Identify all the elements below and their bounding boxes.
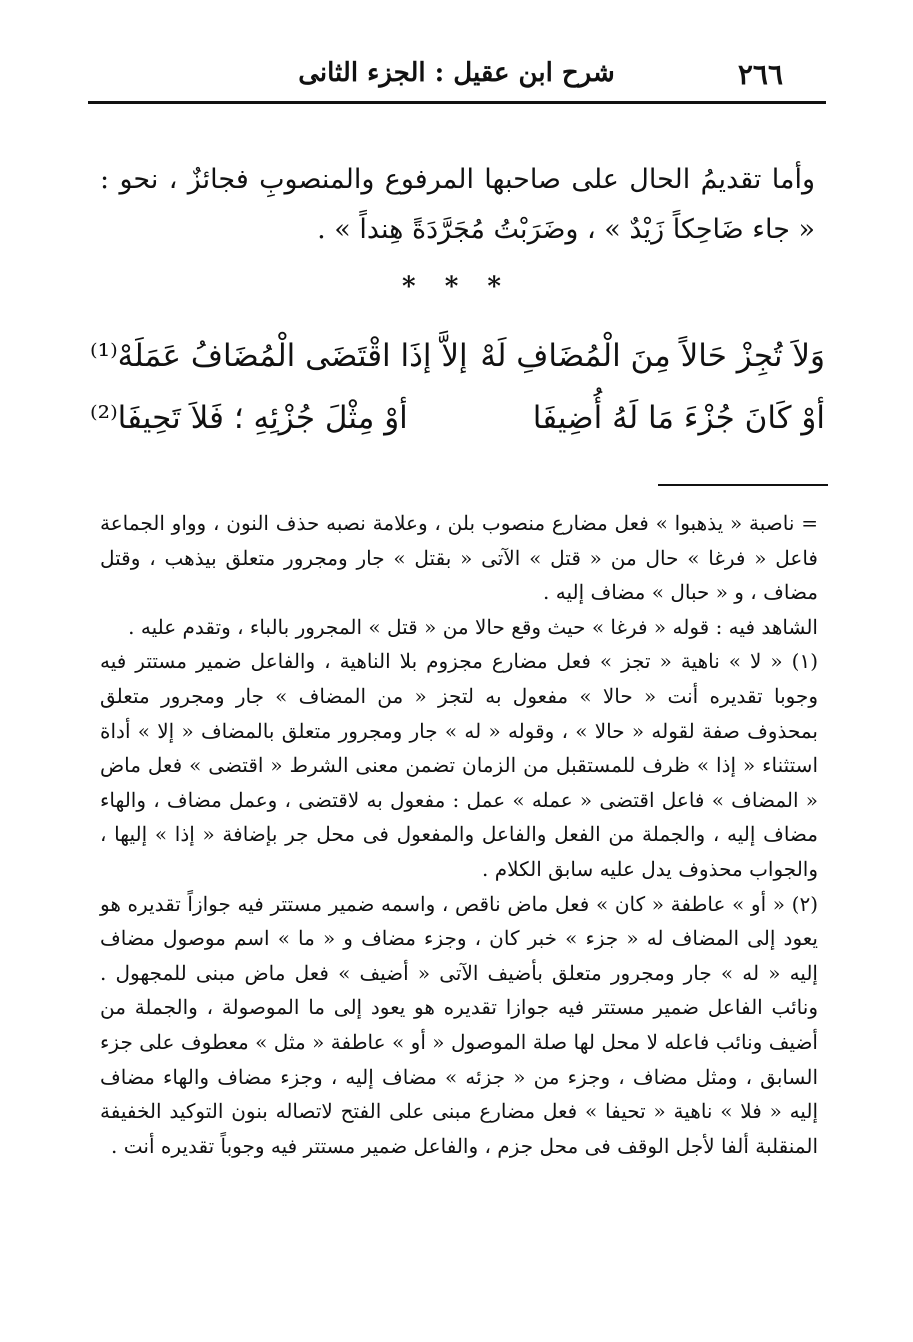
footnote-rule: [658, 484, 828, 486]
footnote-2: (٢) « أو » عاطفة « كان » فعل ماض ناقص ، واسمه ضمير مستتر فيه جوازاً تقديره هو يعود إلى المضاف له « جزء » خبر كان ، وجزء مضاف و « ما » اسم موصول مضاف إليه « له » جار ومجرور متعلق بأضيف الآتى « أضيف » فعل ماض مبنى للمجهول . ونائب الفاعل ضمير مستتر فيه جوازا تقديره هو يعود إلى ما الموصولة ، والجملة من أضيف ونائب فاعله لا محل لها صلة الموصول « أو » عاطفة « مثل » معطوف على جزء السابق ، ومثل مضاف ، وجزء من « جزئه » مضاف إليه ، وجزء مضاف والهاء مضاف إليه « فلا » ناهية « تحيفا » فعل مضارع مبنى على الفتح لاتصاله بنون التوكيد الخفيفة المنقلبة ألفا لأجل الوقف فى محل جزم ، والفاعل ضمير مستتر فيه وجوباً تقديره أنت .: [100, 891, 818, 1158]
intro-paragraph: وأما تقديمُ الحال على صاحبها المرفوع والمنصوبِ فجائزٌ ، نحو : « جاء ضَاحِكاً زَيْدٌ » ، وضَرَبْتُ مُجَرَّدَةً هِنداً » .: [100, 164, 815, 245]
footnote-continuation: = ناصبة « يذهبوا » فعل مضارع منصوب بلن ، وعلامة نصبه حذف النون ، وواو الجماعة فاعل « فرغا » حال من « قتل » الآتى « بقتل » جار ومجرور متعلق بيذهب ، وقتل مضاف ، و « حبال » مضاف إليه .: [100, 511, 818, 605]
footnote-1: (١) « لا » ناهية « تجز » فعل مضارع مجزوم بلا الناهية ، والفاعل ضمير مستتر فيه وجوبا تقديره أنت « حالا » مفعول به لتجز « من المضاف » جار ومجرور متعلق بمحذوف صفة لقوله « حالا » ، وقوله « له » جار ومجرور متعلق بالمضاف « إلا » أداة استثناء « إذا » ظرف للمستقبل من الزمان تضمن معنى الشرط « اقتضى » فعل ماض « المضاف » فاعل اقتضى « عمله » عمل : مفعول به لاقتضى ، وعمل مضاف ، والهاء مضاف إليه ، والجملة من الفعل والفاعل والمفعول فى محل جر بإضافة « إذا » إليها ، والجواب محذوف يدل عليه سابق الكلام .: [100, 649, 818, 881]
verse-2-first-hemistich: أوْ كَانَ جُزْءَ مَا لَهُ أُضِيفَا: [532, 400, 825, 436]
page-header: [90, 58, 823, 98]
verse-line-2: [90, 400, 825, 456]
page-number: ٢٦٦: [737, 58, 783, 91]
verse-1-first-hemistich: وَلاَ تُجِزْ حَالاً مِنَ الْمُضَافِ لَهْ: [480, 338, 825, 374]
verse-2-second-hemistich: أوْ مِثْلَ جُزْئِهِ ؛ فَلاَ تَحِيفَا⁽²⁾: [90, 400, 408, 436]
verse-1-second-hemistich: إلاَّ إذَا اقْتَضَى الْمُضَافُ عَمَلَهْ⁽¹⁾: [90, 338, 468, 374]
header-rule: [88, 101, 826, 104]
footnotes: [100, 506, 818, 1163]
footnote-witness: الشاهد فيه : قوله « فرغا » حيث وقع حالا من « قتل » المجرور بالباء ، وتقدم عليه .: [128, 614, 818, 639]
running-title: شرح ابن عقيل : الجزء الثانى: [298, 58, 615, 88]
section-separator: * * *: [402, 272, 511, 302]
verse-line-1: [90, 338, 825, 394]
